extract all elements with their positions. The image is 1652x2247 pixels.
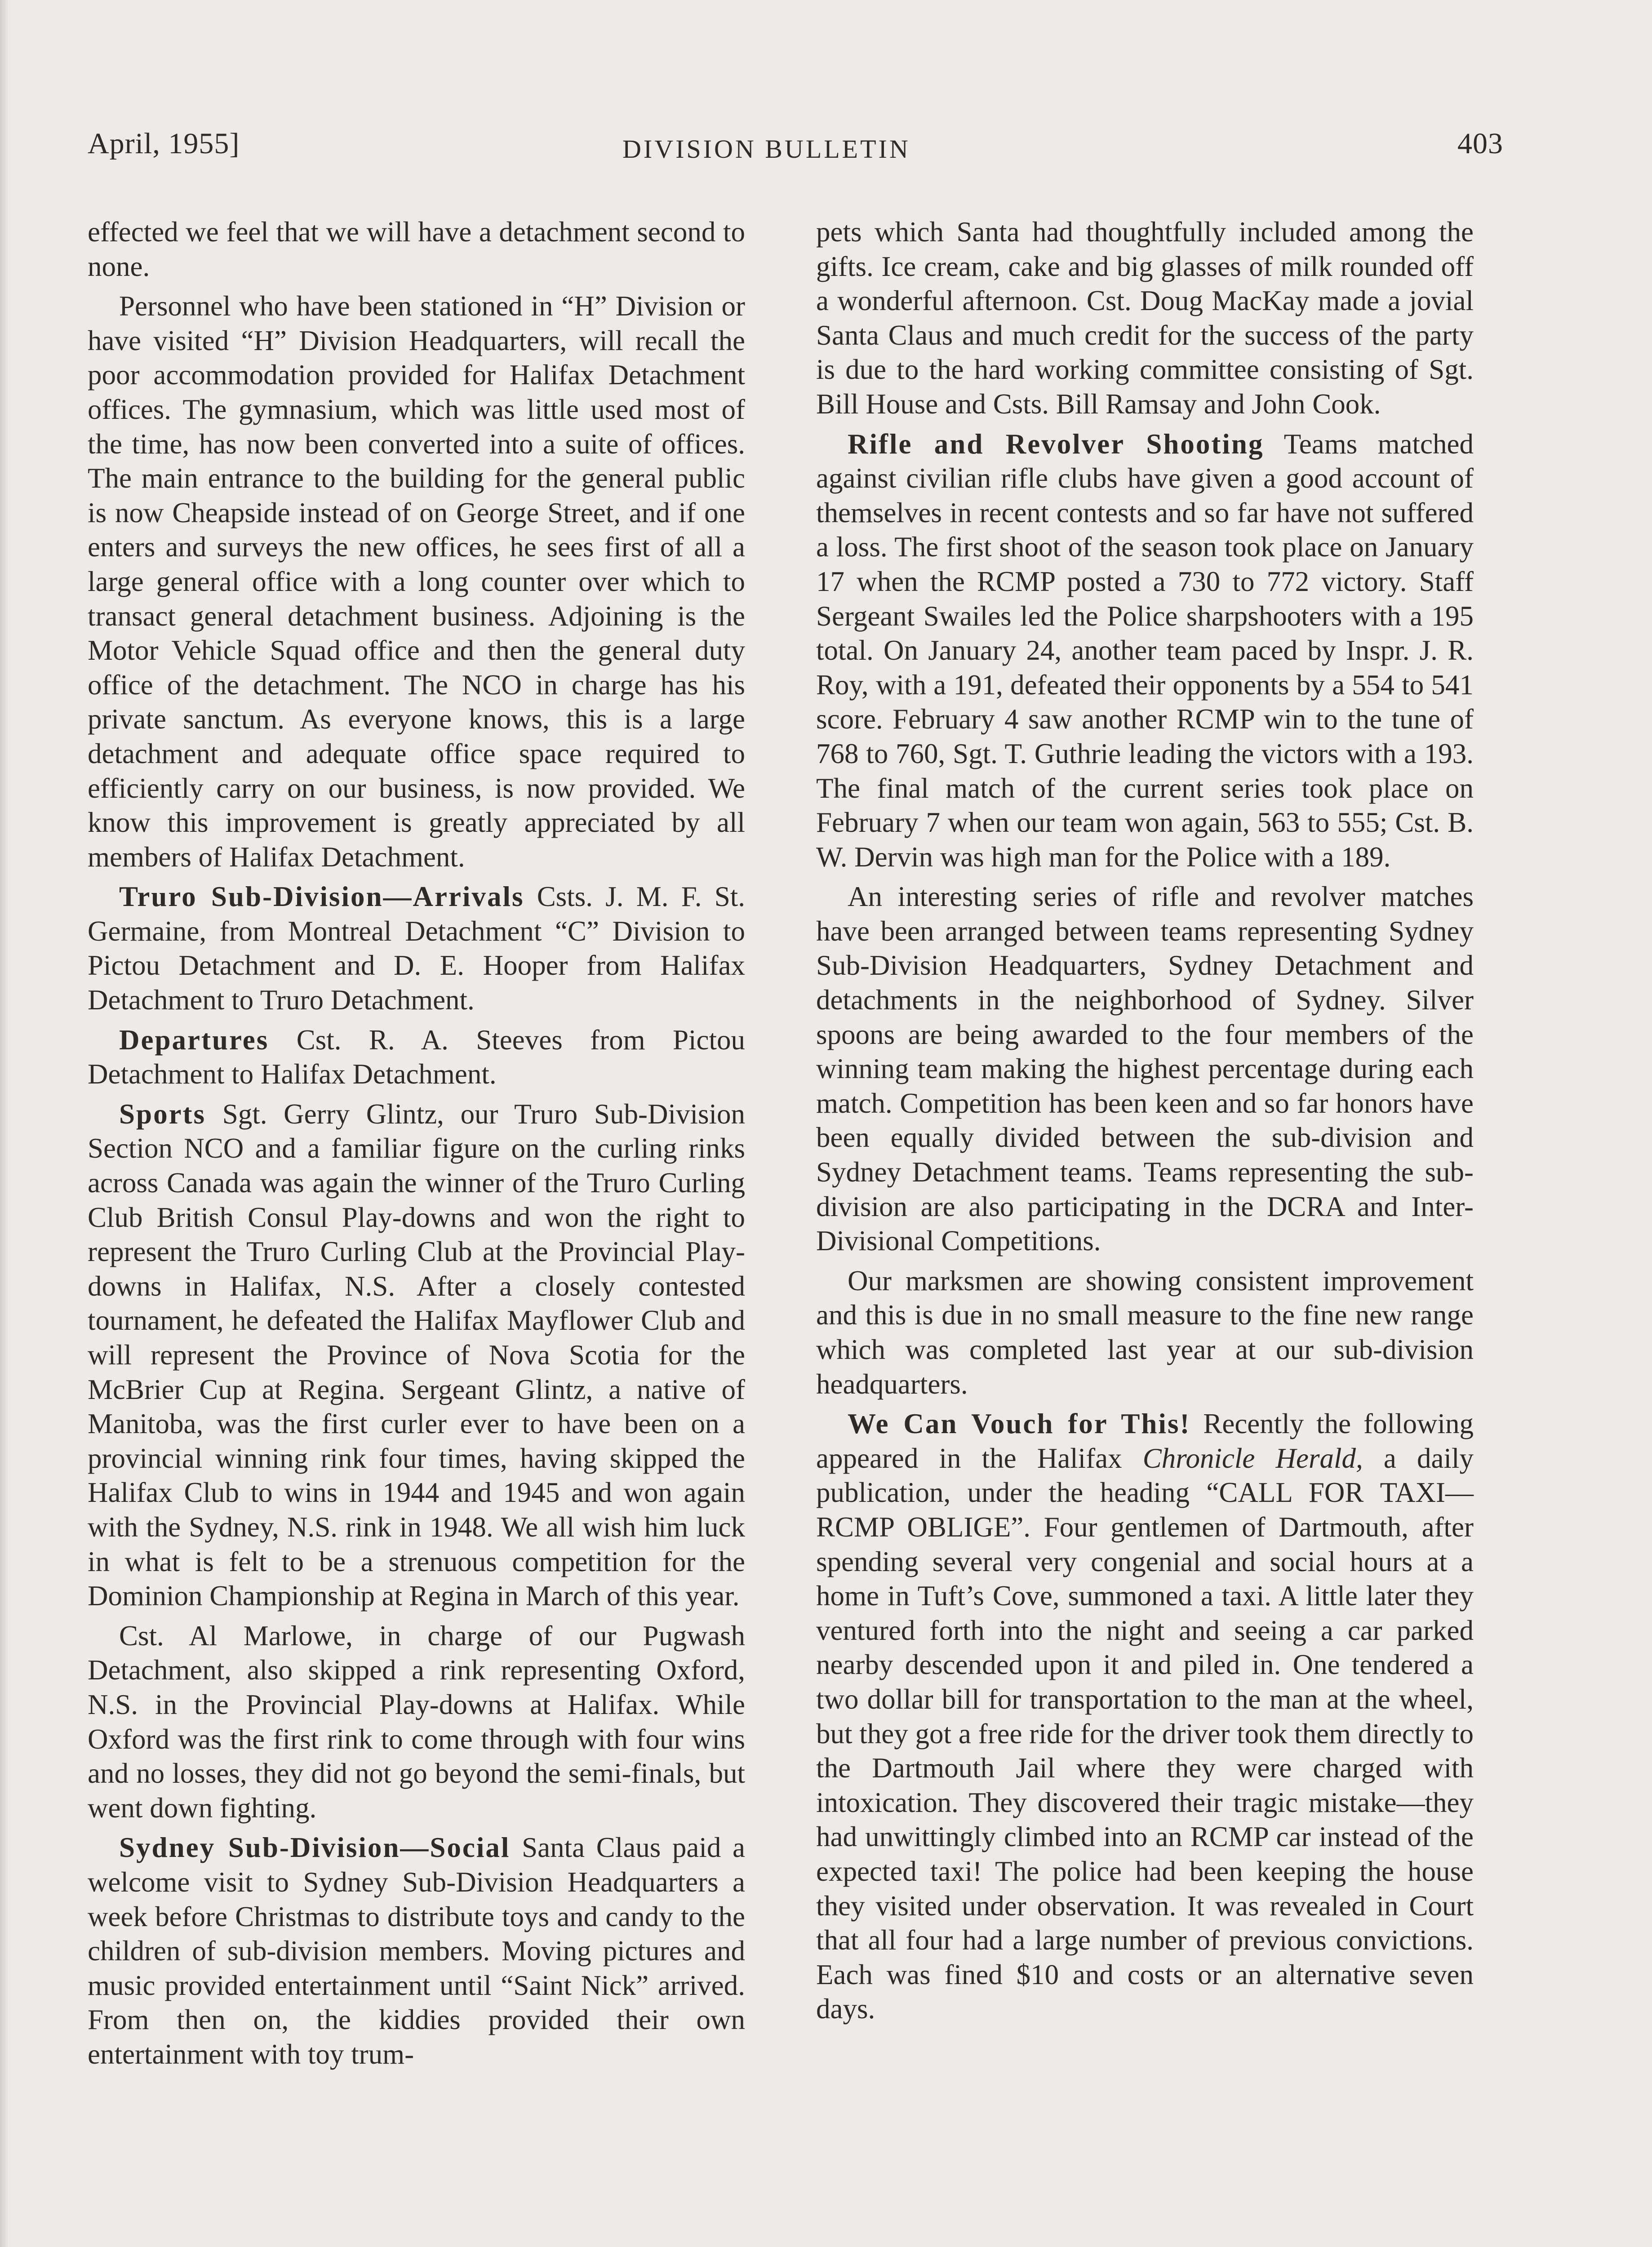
paragraph-text: Sgt. Gerry Glintz, our Truro Sub-Division Section NCO and a familiar figure on the curling rinks across Canada was again the winner of the Truro Curling Club British Consul Play-downs and won the right to represent the Truro Curling Club at the Provincial Play-downs in Halifax, N.S. After a closely contested tournament, he defeated the Halifax Mayflower Club and will represent the Province of Nova Scotia for the McBrier Cup at Regina. Sergeant Glintz, a native of Manitoba, was the first curler ever to have been on a provincial winning rink four times, having skipped the Halifax Club to wins in 1944 and 1945 and won again with the Sydney, N.S. rink in 1948. We all wish him luck in what is felt to be a strenuous competition for the Dominion Championship at Regina in March of this year. <box>88 1098 745 1612</box>
paragraph: pets which Santa had thoughtfully included among the gifts. Ice cream, cake and big glasses of milk rounded off a wonderful afternoon. Cst. Doug MacKay made a jovial Santa Claus and much credit for the success of the party is due to the hard working committee consisting of Sgt. Bill House and Csts. Bill Ramsay and John Cook. <box>816 216 1474 420</box>
paragraph-text: a daily publication, under the heading “CALL FOR TAXI—RCMP OBLIGE”. Four gentlemen of Dartmouth, after spending several very congenial and social hours at a home in Tuft’s Cove, summoned a taxi. A little later they ventured forth into the night and seeing a car parked nearby descended upon it and piled in. One tendered a two dollar bill for transportation to the man at the wheel, but they got a free ride for the driver took them directly to the Dartmouth Jail where they were charged with intoxication. They discovered their tragic mistake—they had unwittingly climbed into an RCMP car instead of the expected taxi! The police had been keeping the house they visited under observation. It was revealed in Court that all four had a large number of previous convictions. Each was fined $10 and costs or an alternative seven days. <box>816 1442 1474 2025</box>
left-column <box>88 215 745 2077</box>
paragraph: effected we feel that we will have a detachment second to none. <box>88 216 745 282</box>
running-header <box>88 127 1503 176</box>
paragraph: Personnel who have been stationed in “H” Division or have visited “H” Division Headquarters, will recall the poor accommodation provided for Halifax Detachment offices. The gymnasium, which was little used most of the time, has now been converted into a suite of offices. The main entrance to the building for the general public is now Cheapside instead of on George Street, and if one enters and surveys the new offices, he sees first of all a large general office with a long counter over which to transact general detachment business. Adjoining is the Motor Vehicle Squad office and then the general duty office of the detachment. The NCO in charge has his private sanctum. As everyone knows, this is a large detachment and adequate office space required to efficiently carry on our business, is now provided. We know this improvement is greatly appreciated by all members of Halifax Detachment. <box>88 290 745 873</box>
paragraph-text: Recently the following appeared in the Halifax <box>816 1408 1474 1474</box>
paragraph: An interesting series of rifle and revolver matches have been arranged between teams representing Sydney Sub-Division Headquarters, Sydney Detachment and detachments in the neighborhood of Sydney. Silver spoons are being awarded to the four members of the winning team making the highest percentage during each match. Competition has been keen and so far honors have been equally divided between the sub-division and Sydney Detachment teams. Teams representing the sub-division are also participating in the DCRA and Inter-Divisional Competitions. <box>816 881 1474 1257</box>
paragraph <box>816 427 1474 875</box>
issue-date: April, 1955] <box>88 127 240 160</box>
right-column <box>816 215 1474 2032</box>
section-heading: Truro Sub-Division—Arrivals <box>119 881 524 913</box>
publication-name: Chronicle Herald, <box>1142 1442 1363 1474</box>
paragraph <box>816 1407 1474 2026</box>
page-number: 403 <box>1457 127 1503 160</box>
paragraph <box>88 1830 745 2071</box>
paragraph: Our marksmen are showing consistent improvement and this is due in no small measure to the fine new range which was completed last year at our sub-division headquarters. <box>816 1265 1474 1400</box>
page-edge <box>0 0 8 2247</box>
paragraph <box>88 1023 745 1092</box>
section-heading: Departures <box>119 1024 269 1056</box>
section-heading: Sports <box>119 1098 206 1130</box>
paragraph-text: Santa Claus paid a welcome visit to Sydney Sub-Division Headquarters a week before Christmas to distribute toys and candy to the children of sub-division members. Moving pictures and music provided entertainment until “Saint Nick” arrived. From then on, the kiddies provided their own entertainment with toy trum- <box>88 1832 745 2070</box>
publication-title: DIVISION BULLETIN <box>622 134 910 164</box>
paragraph: Cst. Al Marlowe, in charge of our Pugwash Detachment, also skipped a rink representing Oxford, N.S. in the Provincial Play-downs at Halifax. While Oxford was the first rink to come through with four wins and no losses, they did not go beyond the semi-finals, but went down fighting. <box>88 1620 745 1824</box>
paragraph-text: Csts. J. M. F. St. Germaine, from Montreal Detachment “C” Division to Pictou Detachment and D. E. Hooper from Halifax Detachment to Truro Detachment. <box>88 881 745 1016</box>
paragraph-text: Cst. R. A. Steeves from Pictou Detachment to Halifax Detachment. <box>88 1024 746 1090</box>
paragraph <box>88 1097 745 1613</box>
section-heading: Rifle and Revolver Shooting <box>848 428 1264 460</box>
paragraph <box>88 879 745 1017</box>
paragraph-text: Teams matched against civilian rifle clubs have given a good account of themselves in recent contests and so far have not suffered a loss. The first shoot of the season took place on January 17 when the RCMP posted a 730 to 772 victory. Staff Sergeant Swailes led the Police sharpshooters with a 195 total. On January 24, another team paced by Inspr. J. R. Roy, with a 191, defeated their opponents by a 554 to 541 score. February 4 saw another RCMP win to the tune of 768 to 760, Sgt. T. Guthrie leading the victors with a 193. The final match of the current series took place on February 7 when our team won again, 563 to 555; Cst. B. W. Dervin was high man for the Police with a 189. <box>816 428 1474 873</box>
section-heading: We Can Vouch for This! <box>848 1408 1191 1440</box>
section-heading: Sydney Sub-Division—Social <box>119 1832 511 1864</box>
